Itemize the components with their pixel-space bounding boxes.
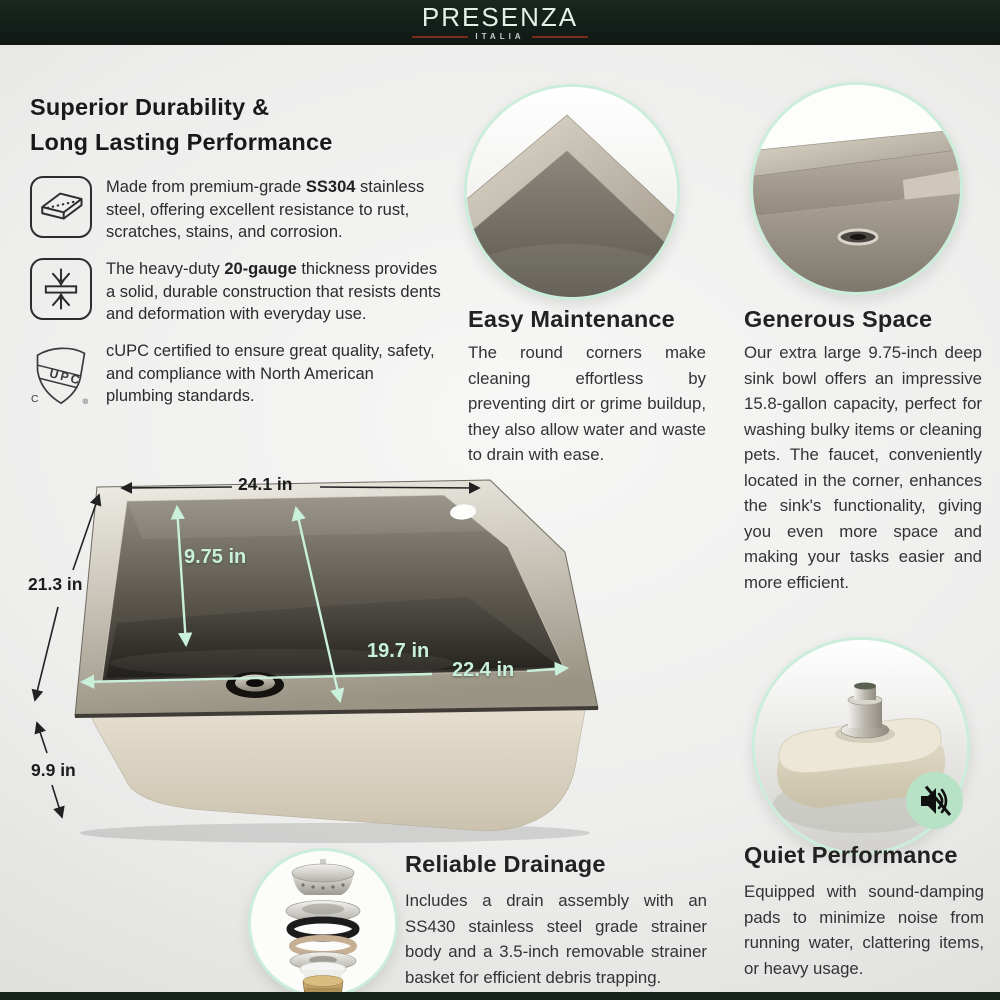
quiet-performance-title: Quiet Performance <box>744 842 958 868</box>
brand-subtitle-row <box>412 33 587 41</box>
dim-base-height: 9.9 in <box>31 760 76 780</box>
dim-top-width: 24.1 in <box>238 474 293 494</box>
sink-dimension-diagram <box>20 455 665 850</box>
cupc-shield-icon <box>30 340 92 406</box>
brand-logo <box>412 4 587 41</box>
footer-bar <box>0 992 1000 1000</box>
drain-assembly-photo <box>248 848 398 998</box>
feature-material-text <box>106 176 442 244</box>
upc-c: C <box>30 394 39 406</box>
upc-label: UPC <box>48 366 84 388</box>
sink-base <box>90 705 586 831</box>
header-bar <box>0 0 1000 45</box>
steel-sheet-icon <box>30 176 92 238</box>
brand-subtitle: ITALIA <box>475 32 525 41</box>
feature-cupc <box>30 340 442 408</box>
easy-maintenance-body: The round corners make cleaning effortless by preventing dirt or grime buildup, they also allow water and waste to drain with ease. <box>468 343 706 464</box>
feature-cupc-text <box>106 340 442 408</box>
upc-r: ® <box>82 397 89 407</box>
feature-material <box>30 176 442 244</box>
feature-gauge-post: thickness provides a solid, durable construction that resists dents and deformation with everyday use. <box>106 260 441 323</box>
brand-rule-left <box>412 36 468 38</box>
sink-drain <box>226 672 284 698</box>
speaker-muted-icon <box>918 784 952 818</box>
feature-gauge-bold: 20-gauge <box>224 260 297 278</box>
quiet-performance-body: Equipped with sound-damping pads to minimize noise from running water, clattering items, or heavy usage. <box>744 882 984 978</box>
easy-maintenance-title: Easy Maintenance <box>468 306 675 332</box>
corner-closeup-photo <box>464 84 680 300</box>
reliable-drainage-body: Includes a drain assembly with an SS430 stainless steel grade strainer body and a 3.5-inch removable strainer basket for efficient debris trapping. <box>405 891 707 987</box>
gauge-thickness-icon <box>30 258 92 320</box>
muted-speaker-badge <box>906 772 963 829</box>
generous-space-body: Our extra large 9.75-inch deep sink bowl offers an impressive 15.8-gallon capacity, perfect for washing bulky items or cleaning pets. The faucet, conveniently located in the corner, enhances the sink's functionality, giving you even more space and making your tasks easier and more efficient. <box>744 343 982 592</box>
bowl-overview-photo <box>750 82 963 295</box>
feature-material-bold: SS304 <box>305 178 356 196</box>
dim-bowl-width: 22.4 in <box>452 659 515 681</box>
feature-material-post: stainless steel, offering excellent resistance to rust, scratches, stains, and corrosion. <box>106 178 425 241</box>
dim-bowl-front-to-back: 19.7 in <box>367 640 430 662</box>
feature-cupc-post: cUPC certified to ensure great quality, safety, and compliance with North American plumbing standards. <box>106 342 435 405</box>
reliable-drainage-title: Reliable Drainage <box>405 851 606 877</box>
dim-bowl-depth: 9.75 in <box>184 546 247 568</box>
page-title-line2: Long Lasting Performance <box>30 129 333 155</box>
page-title <box>30 90 333 160</box>
generous-space-title: Generous Space <box>744 306 933 332</box>
feature-material-pre: Made from premium-grade <box>106 178 306 196</box>
feature-gauge-text <box>106 258 442 326</box>
feature-gauge <box>30 258 442 326</box>
brand-rule-right <box>532 36 588 38</box>
brand-name: PRESENZA <box>421 2 579 32</box>
feature-gauge-pre: The heavy-duty <box>106 260 225 278</box>
dim-overall-depth: 21.3 in <box>28 574 83 594</box>
page-title-line1: Superior Durability & <box>30 94 270 120</box>
